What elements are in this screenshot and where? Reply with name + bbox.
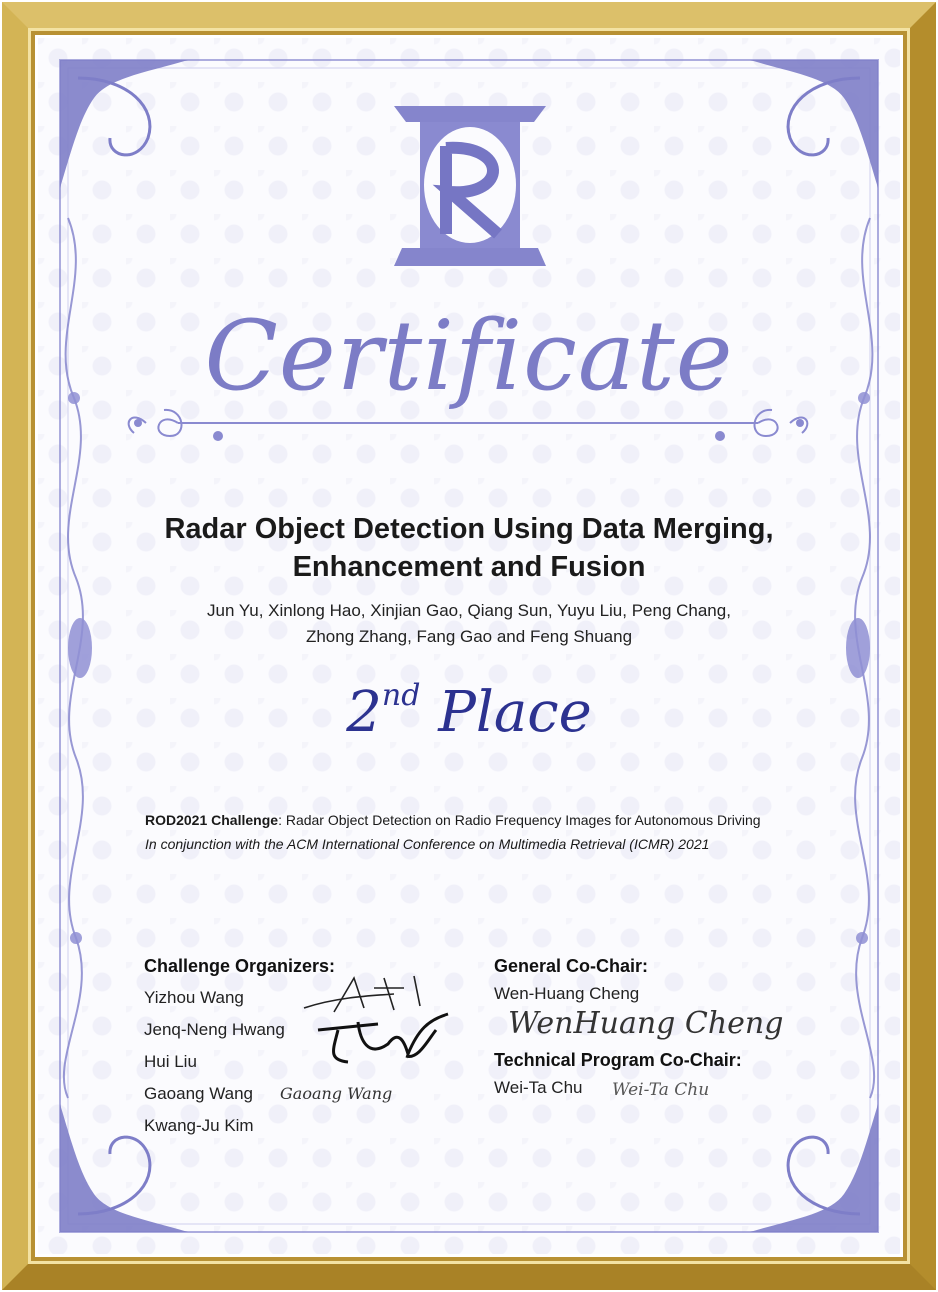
organizers-heading: Challenge Organizers: [144, 956, 336, 976]
paper-title-line2: Enhancement and Fusion [292, 551, 646, 583]
general-cochair-heading: General Co-Chair: [494, 956, 649, 976]
organizer-name: Yizhou Wang [144, 988, 244, 1007]
authors [78, 598, 860, 650]
paper-title [78, 510, 860, 586]
paper-title-line1: Radar Object Detection Using Data Merging, [164, 513, 774, 545]
place-word: Place [438, 680, 592, 745]
organizer-name: Gaoang Wang [144, 1084, 253, 1103]
signature-wei-ta-chu: Wei-Ta Chu [612, 1080, 710, 1100]
organizer-name: Kwang-Ju Kim [144, 1116, 254, 1135]
signature-gaoang-wang: Gaoang Wang [280, 1084, 393, 1103]
certificate-paper [38, 38, 900, 1254]
organizer-name: Hui Liu [144, 1052, 197, 1071]
challenge-name: ROD2021 Challenge [145, 812, 279, 828]
signature-jenq-neng-hwang [308, 1000, 458, 1080]
authors-line2: Zhong Zhang, Fang Gao and Feng Shuang [305, 627, 633, 646]
certificate-title: Certificate [204, 300, 734, 412]
logo-emblem [394, 106, 546, 266]
technical-cochair-name: Wei-Ta Chu [494, 1078, 583, 1097]
technical-cochair-heading: Technical Program Co-Chair: [494, 1050, 742, 1070]
place-suffix: nd [381, 678, 421, 713]
conference-line: In conjunction with the ACM International Conference on Multimedia Retrieval (ICMR) 2021 [145, 836, 710, 852]
challenge-description: : Radar Object Detection on Radio Frequency Images for Autonomous Driving [278, 812, 761, 828]
place-number: 2 [346, 680, 382, 745]
challenge-info [145, 808, 825, 856]
signature-wen-huang-cheng: WenHuang Cheng [508, 1006, 784, 1041]
authors-line1: Jun Yu, Xinlong Hao, Xinjian Gao, Qiang Sun, Yuyu Liu, Peng Chang, [207, 601, 731, 620]
award-place [38, 678, 900, 745]
organizer-name: Jenq-Neng Hwang [144, 1020, 285, 1039]
general-cochair-name: Wen-Huang Cheng [494, 984, 640, 1003]
